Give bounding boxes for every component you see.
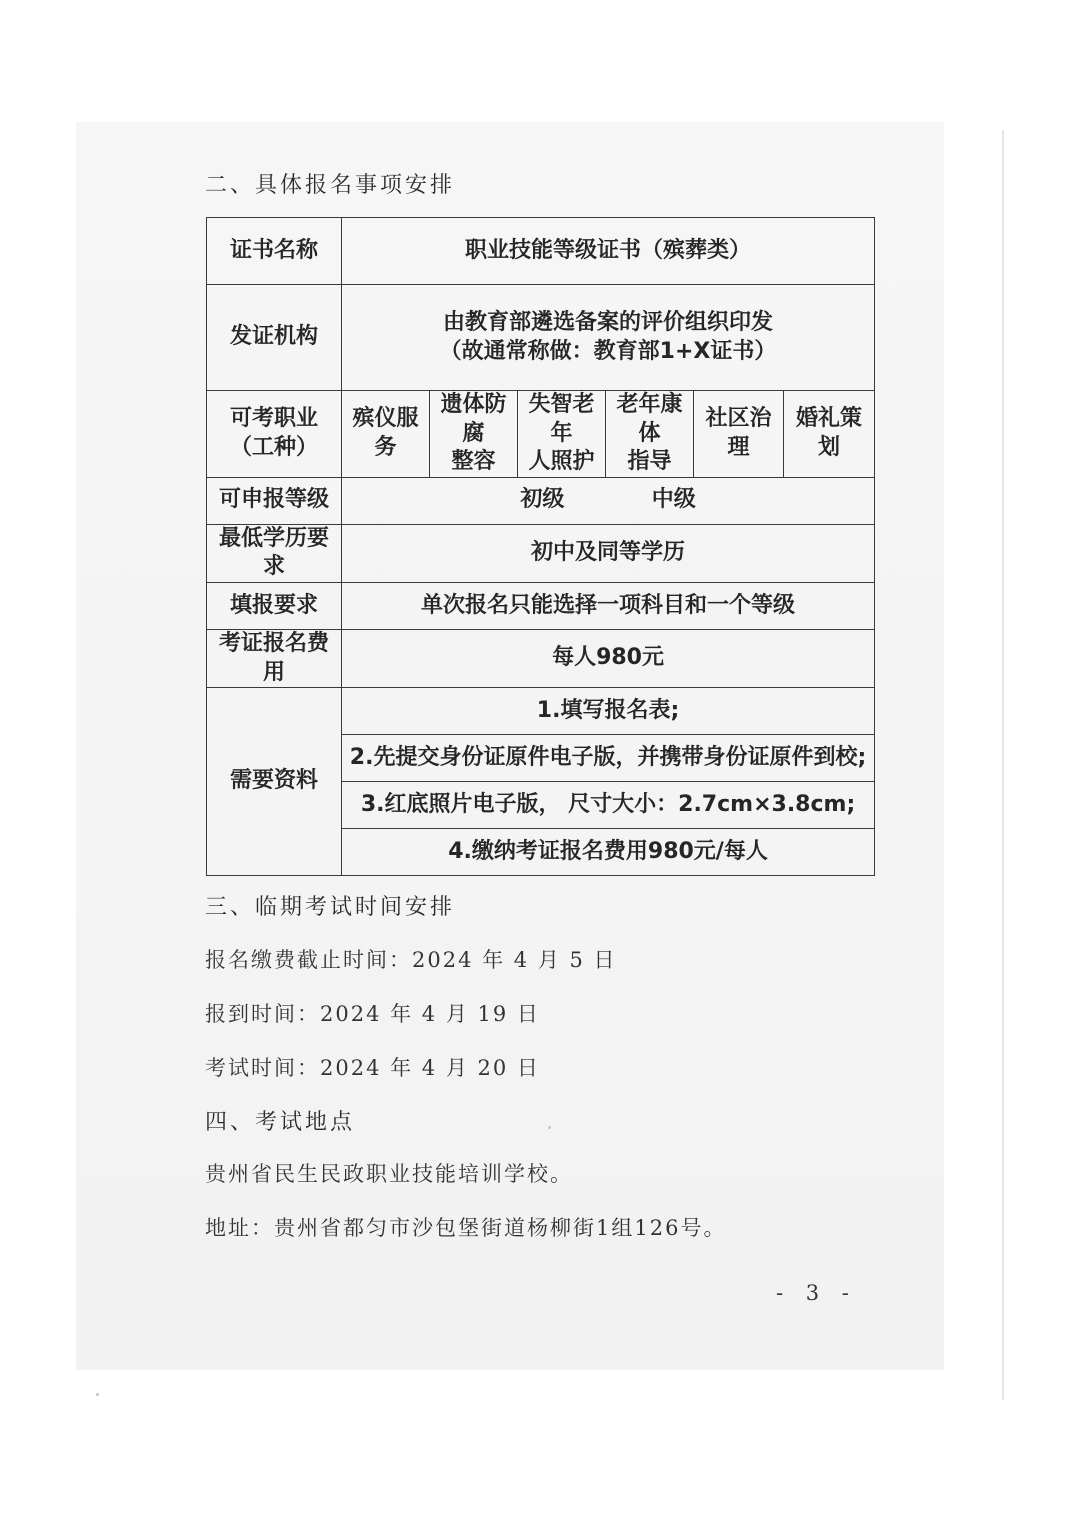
- materials-label: 需要资料: [207, 688, 342, 876]
- table-row: [207, 285, 875, 391]
- job-line-1: 婚礼策划: [796, 406, 863, 460]
- section-3-heading: 三、临期考试时间安排: [205, 895, 456, 920]
- job-cell: [784, 391, 875, 478]
- section-4-heading: 四、考试地点: [205, 1110, 356, 1135]
- exam-line: 考试时间：2024 年 4 月 20 日: [205, 1056, 540, 1080]
- issuer-line-2: （故通常称做：教育部1+X证书）: [439, 338, 777, 364]
- job-cell: [342, 391, 430, 478]
- fill-label: 填报要求: [207, 582, 342, 629]
- checkin-line: 报到时间：2024 年 4 月 19 日: [205, 1002, 540, 1026]
- job-line-1: 遗体防腐: [440, 392, 507, 446]
- job-line-2: 人照护: [528, 449, 595, 475]
- material-item: 3.红底照片电子版， 尺寸大小：2.7cm×3.8cm;: [342, 782, 875, 829]
- table-row: [207, 524, 875, 582]
- fee-value: 每人980元: [342, 629, 875, 687]
- job-line-1: 殡仪服务: [352, 406, 419, 460]
- level-intermediate: 中级: [651, 487, 696, 513]
- job-line-1: 老年康体: [616, 392, 683, 446]
- education-value: 初中及同等学历: [342, 524, 875, 582]
- job-line-1: 社区治理: [705, 406, 772, 460]
- fill-value: 单次报名只能选择一项科目和一个等级: [342, 582, 875, 629]
- table-row: [207, 629, 875, 687]
- page-number: - 3 -: [776, 1281, 857, 1305]
- table-row: [207, 477, 875, 524]
- jobs-label: 可考职业（工种）: [207, 391, 342, 478]
- material-item: 4.缴纳考证报名费用980元/每人: [342, 829, 875, 876]
- section-2-heading: 二、具体报名事项安排: [205, 173, 456, 198]
- levels-label: 可申报等级: [207, 477, 342, 524]
- issuer-line-1: 由教育部遴选备案的评价组织印发: [443, 309, 774, 335]
- table-row: [207, 391, 875, 478]
- table-row: [207, 688, 875, 735]
- material-item: 2.先提交身份证原件电子版，并携带身份证原件到校;: [342, 735, 875, 782]
- job-cell: [518, 391, 606, 478]
- job-cell: [694, 391, 784, 478]
- job-cell: [430, 391, 518, 478]
- deadline-line: 报名缴费截止时间：2024 年 4 月 5 日: [205, 948, 617, 972]
- job-line-2: 整容: [451, 449, 496, 475]
- issuer-label: 发证机构: [207, 285, 342, 391]
- address-line: 地址：贵州省都匀市沙包堡街道杨柳街1组126号。: [205, 1216, 727, 1240]
- cert-name-value: 职业技能等级证书（殡葬类）: [342, 218, 875, 285]
- registration-table: [206, 217, 875, 876]
- material-item: 1.填写报名表;: [342, 688, 875, 735]
- level-primary: 初级: [520, 487, 565, 513]
- job-line-1: 失智老年: [528, 392, 595, 446]
- table-row: [207, 218, 875, 285]
- job-line-2: 指导: [627, 449, 672, 475]
- cert-name-label: 证书名称: [207, 218, 342, 285]
- levels-value: [342, 477, 875, 524]
- job-cell: [606, 391, 694, 478]
- issuer-value: [342, 285, 875, 391]
- table-row: [207, 582, 875, 629]
- school-line: 贵州省民生民政职业技能培训学校。: [205, 1162, 573, 1186]
- education-label: 最低学历要求: [207, 524, 342, 582]
- fee-label: 考证报名费用: [207, 629, 342, 687]
